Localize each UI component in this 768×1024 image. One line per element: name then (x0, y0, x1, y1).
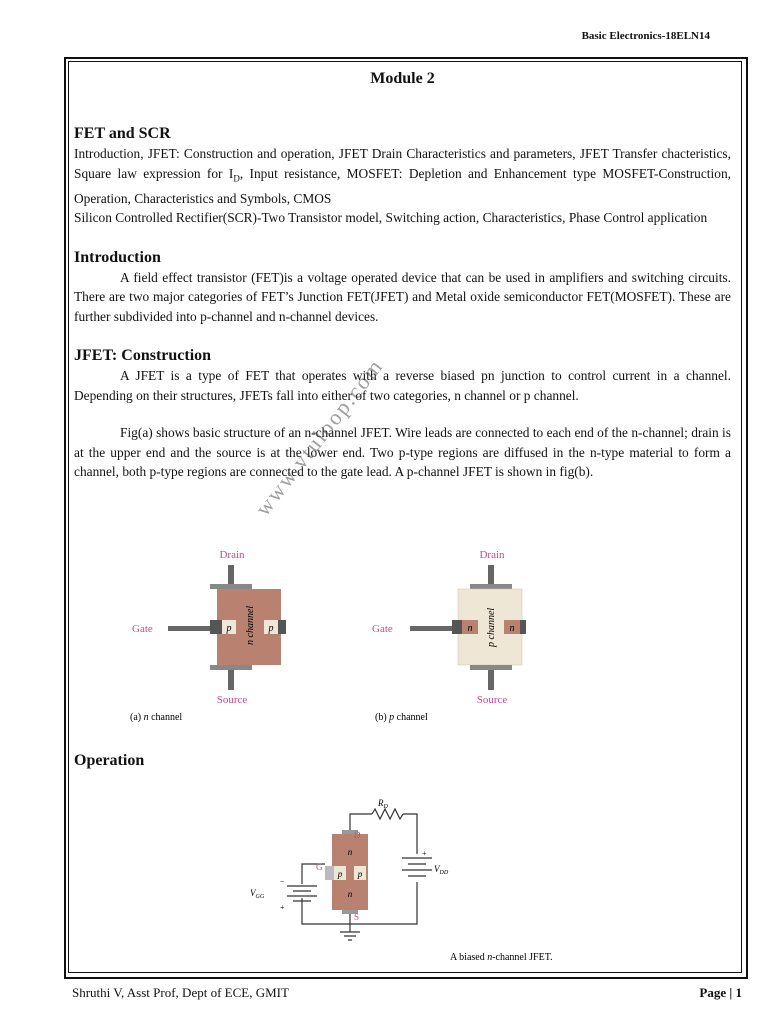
vdd-symbol: V (434, 864, 440, 874)
circuit-d-label: D (354, 830, 361, 840)
introduction-paragraph: A field effect transistor (FET)is a voltage operated device that can be used in amplifiers and switching circuits. There are two major categories of FET’s Junction FET(JFET) and Metal oxide semiconductor FET(MOSFET). These are further subdivided into p-channel and n-channel devices. (74, 269, 731, 324)
p-gate-label: Gate (372, 623, 393, 635)
ground-symbol (340, 932, 360, 940)
n-p-label-left: p (226, 623, 232, 634)
circuit-p-label-right: p (357, 869, 363, 879)
p-gate-lead (410, 626, 452, 631)
circuit-wire-rd (403, 814, 417, 854)
jfet-paragraph-1: A JFET is a type of FET that operates with a reverse biased pn junction to control current in a channel. Depending on their structures, JFETs fall into either of two categories, n channel or p channel. (74, 368, 731, 403)
p-n-label-left: n (467, 623, 473, 634)
heading-fet-scr: FET and SCR (74, 125, 171, 142)
circuit-caption (450, 952, 553, 963)
circuit-n-bottom: n (347, 889, 353, 899)
vdd-subscript: DD (439, 870, 449, 876)
jfet-paragraph-2: Fig(a) shows basic structure of an n-channel JFET. Wire leads are connected to each end of the n-channel; drain is at the upper end and the source is at the lower end. Two p-type regions are diffused in the n-type material to form a channel, both p-type regions are connected to the gate lead. A p-channel JFET is shown in fig(b). (74, 425, 731, 480)
circuit-caption-pre: A biased (450, 952, 488, 963)
n-gate-lead (168, 626, 210, 631)
p-drain-lead (488, 565, 494, 587)
p-drain-label: Drain (479, 549, 505, 561)
circuit-caption-post: -channel JFET. (492, 952, 553, 963)
p-caption-suffix: channel (394, 712, 428, 723)
jfet-structure-figure (120, 540, 540, 725)
p-channel-caption (375, 712, 428, 723)
n-gate-contact-left (210, 620, 222, 634)
p-source-lead (488, 670, 494, 690)
n-caption-suffix: channel (148, 712, 183, 723)
circuit-caption-italic: n (487, 952, 493, 963)
footer-author: Shruthi V, Asst Prof, Dept of ECE, GMIT (72, 985, 289, 1000)
n-channel-label: n channel (245, 605, 256, 645)
p-caption-prefix: (b) (375, 712, 390, 723)
rd-symbol: R (378, 798, 384, 808)
p-n-label-right: n (509, 623, 515, 634)
vgg-plus: + (280, 903, 285, 912)
p-source-label: Source (476, 694, 508, 706)
circuit-n-top: n (347, 847, 353, 857)
vgg-symbol: V (250, 888, 256, 898)
n-source-contact (210, 665, 252, 670)
circuit-gate-contact (325, 866, 335, 880)
n-gate-contact-right (278, 620, 286, 634)
vgg-subscript: GG (255, 894, 265, 900)
p-channel-jfet-diagram (372, 549, 526, 723)
biased-jfet-circuit (242, 792, 572, 972)
module-title: Module 2 (370, 70, 435, 87)
syllabus-paragraph (74, 144, 731, 208)
p-channel-label: p channel (486, 607, 497, 647)
n-channel-jfet-diagram (130, 549, 286, 723)
resistor-rd (372, 809, 403, 819)
vdd-plus: + (422, 849, 427, 858)
n-drain-contact (210, 584, 252, 589)
syllabus-text-a: Introduction, JFET: Construction and operation, JFET Drain Characteristics and parameters, JFET Transfer chacteristics, Square law expression for I (74, 146, 731, 181)
n-channel-caption (130, 712, 182, 723)
n-drain-lead (228, 565, 234, 587)
n-caption-prefix: (a) (130, 712, 144, 723)
syllabus-text-b: , Input resistance, MOSFET: Depletion and Enhancement type MOSFET-Construction, Operation, Characteristics and Symbols, CMOS (74, 165, 731, 206)
running-header: Basic Electronics-18ELN14 (581, 30, 710, 42)
rd-subscript: D (383, 804, 388, 810)
n-source-label: Source (216, 694, 248, 706)
circuit-g-label: G (316, 862, 323, 872)
n-source-lead (228, 670, 234, 690)
heading-introduction: Introduction (74, 248, 161, 266)
n-p-label-right: p (268, 623, 274, 634)
n-gate-label: Gate (132, 623, 153, 635)
vgg-minus: − (280, 877, 285, 886)
p-gate-contact-right (520, 620, 526, 634)
watermark: www.vtuloop.com (250, 353, 389, 521)
circuit-p-label-left: p (337, 869, 343, 879)
vdd-label (434, 864, 449, 876)
rd-label (377, 798, 389, 810)
p-source-contact (470, 665, 512, 670)
syllabus-subscript: D (233, 173, 240, 184)
heading-jfet-construction: JFET: Construction (74, 347, 212, 365)
page-number: Page | 1 (699, 985, 742, 1000)
battery-vdd (402, 858, 432, 876)
n-caption-italic: n (143, 712, 149, 723)
p-gate-contact-left (452, 620, 462, 634)
n-drain-label: Drain (219, 549, 245, 561)
syllabus-scr: Silicon Controlled Rectifier(SCR)-Two Transistor model, Switching action, Characteristics, Phase Control application (74, 210, 708, 226)
circuit-s-label: S (354, 912, 360, 922)
p-caption-italic: p (389, 712, 395, 723)
p-drain-contact (470, 584, 512, 589)
page-content (74, 66, 731, 482)
heading-operation: Operation (74, 752, 145, 769)
vgg-label (250, 888, 265, 900)
